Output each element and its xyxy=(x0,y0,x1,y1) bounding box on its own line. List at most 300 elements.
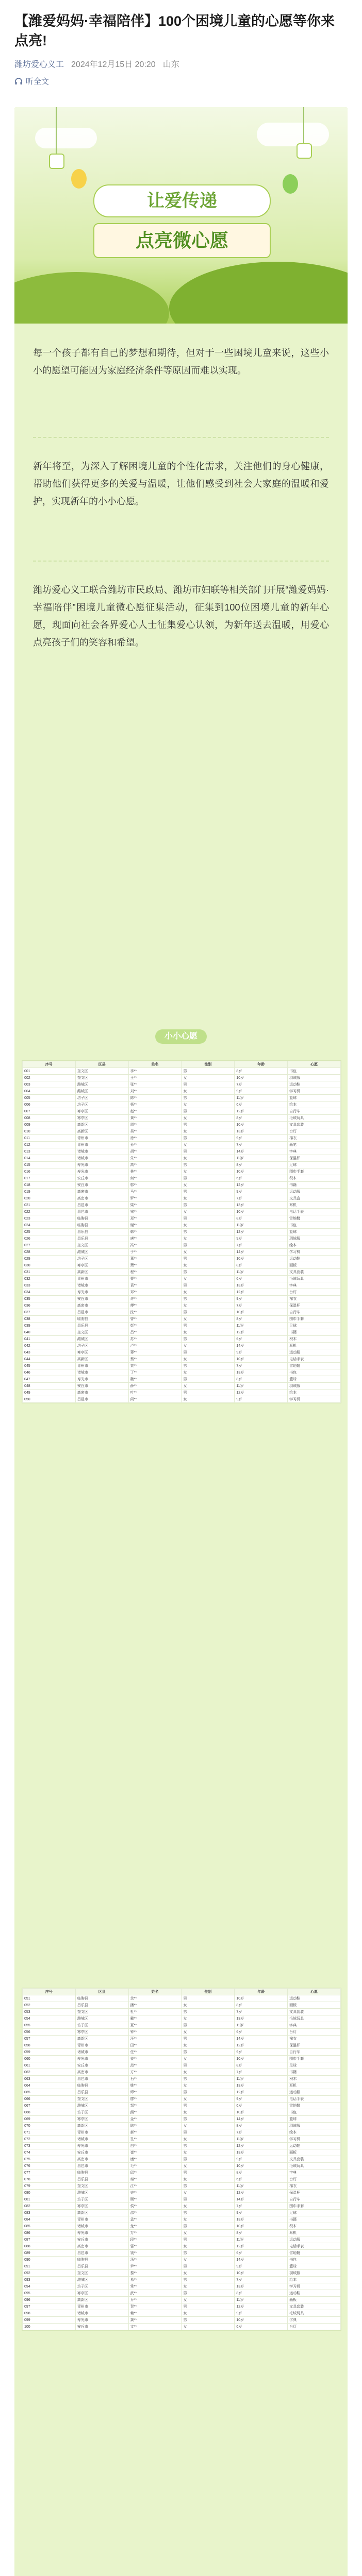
cloud-decoration xyxy=(257,123,329,146)
table-row xyxy=(23,1296,341,1302)
table-cell: 男 xyxy=(182,2062,235,2069)
table-cell: 6岁 xyxy=(235,2250,288,2257)
table-cell: 寒亭区 xyxy=(75,2116,128,2123)
table-cell: 女 xyxy=(182,1289,235,1296)
table-cell: 青州市 xyxy=(75,1276,128,1282)
table-cell: 女 xyxy=(182,2324,235,2330)
table-cell: 寒亭区 xyxy=(75,2029,128,2036)
table-row xyxy=(23,1249,341,1256)
table-row xyxy=(23,1396,341,1403)
table-cell: 086 xyxy=(23,2230,76,2236)
table-cell: 028 xyxy=(23,1249,76,1256)
table-cell: 诸城市 xyxy=(75,2223,128,2230)
table-cell: 7岁 xyxy=(235,1081,288,1088)
table-cell: 寒亭区 xyxy=(75,1108,128,1115)
table-row xyxy=(23,2103,341,2109)
table-cell: 6岁 xyxy=(235,2029,288,2036)
table-cell: 021 xyxy=(23,1202,76,1209)
table-cell: 高新区 xyxy=(75,2297,128,2303)
table-cell: 010 xyxy=(23,1128,76,1135)
table-cell: 戴** xyxy=(128,2015,182,2022)
table-cell: 女 xyxy=(182,1195,235,1202)
table-cell: 13岁 xyxy=(235,2283,288,2290)
table-cell: 自行车 xyxy=(288,2196,341,2203)
table-cell: 潘** xyxy=(128,2002,182,2009)
table-cell: 羽绒服 xyxy=(288,1383,341,1389)
table-row xyxy=(23,2076,341,2082)
table-row xyxy=(23,1122,341,1128)
table-cell: 石** xyxy=(128,2076,182,2082)
table-cell: 11岁 xyxy=(235,1323,288,1329)
table-cell: 诸城市 xyxy=(75,2136,128,2143)
table-cell: 金** xyxy=(128,2116,182,2123)
table-row xyxy=(23,2056,341,2062)
table-cell: 男 xyxy=(182,2103,235,2109)
table-row xyxy=(23,2324,341,2330)
table-cell: 女 xyxy=(182,1329,235,1336)
table-cell: 诸城市 xyxy=(75,1148,128,1155)
table-cell: 男 xyxy=(182,2210,235,2216)
table-cell: 084 xyxy=(23,2216,76,2223)
table-row xyxy=(23,2317,341,2324)
table-cell: 彭** xyxy=(128,1323,182,1329)
table-cell: 围巾手套 xyxy=(288,2203,341,2210)
table-cell: 运动鞋 xyxy=(288,2290,341,2297)
table-cell: 女 xyxy=(182,2230,235,2236)
table-cell: 电话手表 xyxy=(288,2096,341,2103)
table-cell: 038 xyxy=(23,1316,76,1323)
table-cell: 女 xyxy=(182,2243,235,2250)
table-cell: 足球 xyxy=(288,2210,341,2216)
table-cell: 高新区 xyxy=(75,1128,128,1135)
table-cell: 036 xyxy=(23,1302,76,1309)
table-cell: 10岁 xyxy=(235,2317,288,2324)
table-row xyxy=(23,2230,341,2236)
table-cell: 孔** xyxy=(128,2136,182,2143)
table-row xyxy=(23,2170,341,2176)
table-cell: 昌邑市 xyxy=(75,2163,128,2170)
table-body xyxy=(23,1068,341,1403)
table-cell: 014 xyxy=(23,1155,76,1162)
table-cell: 电话手表 xyxy=(288,1209,341,1215)
table-cell: 9岁 xyxy=(235,2156,288,2163)
table-cell: 女 xyxy=(182,1142,235,1148)
table-cell: 031 xyxy=(23,1269,76,1276)
table-cell: 男 xyxy=(182,2290,235,2297)
table-cell: 女 xyxy=(182,2283,235,2290)
table-cell: 潍城区 xyxy=(75,2277,128,2283)
table-cell: 寿光市 xyxy=(75,2143,128,2149)
table-row xyxy=(23,1356,341,1363)
table-row xyxy=(23,1276,341,1282)
table-cell: 范** xyxy=(128,2062,182,2069)
table-cell: 女 xyxy=(182,1075,235,1081)
table-cell: 青州市 xyxy=(75,2042,128,2049)
table-cell: 字典 xyxy=(288,2317,341,2324)
table-cell: 女 xyxy=(182,1262,235,1269)
table-cell: 台灯 xyxy=(288,1128,341,1135)
balloon-decoration xyxy=(71,169,87,189)
table-row xyxy=(23,2263,341,2270)
table-cell: 高** xyxy=(128,1162,182,1168)
table-row xyxy=(23,1175,341,1182)
table-cell: 008 xyxy=(23,1115,76,1122)
table-cell: 刘** xyxy=(128,1088,182,1095)
table-cell: 邱** xyxy=(128,2170,182,2176)
table-cell: 黎** xyxy=(128,2270,182,2277)
table-cell: 学习机 xyxy=(288,2283,341,2290)
table-cell: 奎文区 xyxy=(75,1242,128,1249)
table-cell: 女 xyxy=(182,2109,235,2116)
table-cell: 奎文区 xyxy=(75,2096,128,2103)
table-cell: 安丘市 xyxy=(75,2149,128,2156)
table-cell: 10岁 xyxy=(235,2109,288,2116)
table-cell: 韩** xyxy=(128,1229,182,1235)
table-cell: 高密市 xyxy=(75,1389,128,1396)
table-cell: 039 xyxy=(23,1323,76,1329)
table-cell: 潍城区 xyxy=(75,1249,128,1256)
table-cell: 069 xyxy=(23,2116,76,2123)
table-row xyxy=(23,1282,341,1289)
hero-title: 让爱传递 xyxy=(93,184,271,217)
table-cell: 篮球 xyxy=(288,2116,341,2123)
table-cell: 吴** xyxy=(128,1128,182,1135)
table-cell: 临朐县 xyxy=(75,1222,128,1229)
table-cell: 男 xyxy=(182,2156,235,2163)
table-row xyxy=(23,2036,341,2042)
listen-button[interactable] xyxy=(14,76,348,87)
table-cell: 12岁 xyxy=(235,2243,288,2250)
table-cell: 11岁 xyxy=(235,2136,288,2143)
table-row xyxy=(23,1202,341,1209)
table-cell: 6岁 xyxy=(235,1276,288,1282)
table-cell: 书籍 xyxy=(288,1329,341,1336)
table-cell: 台灯 xyxy=(288,2029,341,2036)
table-cell: 运动鞋 xyxy=(288,1081,341,1088)
table-row xyxy=(23,2257,341,2263)
table-row xyxy=(23,1155,341,1162)
table-cell: 14岁 xyxy=(235,1249,288,1256)
table-cell: 073 xyxy=(23,2143,76,2149)
table-cell: 保温杯 xyxy=(288,1155,341,1162)
table-cell: 羽绒服 xyxy=(288,2270,341,2277)
table-cell: 女 xyxy=(182,1101,235,1108)
table-cell: 潍城区 xyxy=(75,1336,128,1343)
table-cell: 7岁 xyxy=(235,1142,288,1148)
table-cell: 12岁 xyxy=(235,2089,288,2096)
table-cell: 女 xyxy=(182,1396,235,1403)
table-cell: 10岁 xyxy=(235,1256,288,1262)
table-row xyxy=(23,1135,341,1142)
table-row xyxy=(23,1068,341,1075)
table-cell: 临朐县 xyxy=(75,1215,128,1222)
table-cell: 女 xyxy=(182,1356,235,1363)
table-cell: 毛绒玩具 xyxy=(288,2015,341,2022)
table-row xyxy=(23,1075,341,1081)
table-cell: 寿光市 xyxy=(75,2056,128,2062)
table-cell: 男 xyxy=(182,2250,235,2257)
table-cell: 女 xyxy=(182,2163,235,2170)
table-cell: 高密市 xyxy=(75,2243,128,2250)
table-cell: 男 xyxy=(182,1242,235,1249)
table-cell: 095 xyxy=(23,2290,76,2297)
table-cell: 091 xyxy=(23,2263,76,2270)
table-row xyxy=(23,2243,341,2250)
wishes-tag: 小小心愿 xyxy=(155,1029,207,1044)
table-row xyxy=(23,2277,341,2283)
table-cell: 13岁 xyxy=(235,2015,288,2022)
intro-section xyxy=(14,344,348,379)
table-cell: 蔡** xyxy=(128,1356,182,1363)
table-cell: 11岁 xyxy=(235,2022,288,2029)
table-row xyxy=(23,1323,341,1329)
table-cell: 040 xyxy=(23,1329,76,1336)
table-cell: 10岁 xyxy=(235,1995,288,2002)
hanging-string xyxy=(56,107,57,154)
table-row xyxy=(23,2196,341,2203)
table-cell: 13岁 xyxy=(235,1128,288,1135)
table-row xyxy=(23,2176,341,2183)
table-cell: 积木 xyxy=(288,1336,341,1343)
table-cell: 9岁 xyxy=(235,1235,288,1242)
table-cell: 围巾手套 xyxy=(288,1168,341,1175)
table-row xyxy=(23,2123,341,2129)
table-cell: 沈** xyxy=(128,1309,182,1316)
table-cell: 男 xyxy=(182,1135,235,1142)
table-cell: 12岁 xyxy=(235,2303,288,2310)
table-cell: 075 xyxy=(23,2156,76,2163)
table-row xyxy=(23,2156,341,2163)
table-row xyxy=(23,2283,341,2290)
table-cell: 女 xyxy=(182,2123,235,2129)
hanging-ornament xyxy=(49,154,64,169)
table-cell: 006 xyxy=(23,1101,76,1108)
table-cell: 学习机 xyxy=(288,1088,341,1095)
table-cell: 贺** xyxy=(128,2303,182,2310)
table-cell: 昌乐县 xyxy=(75,1323,128,1329)
table-cell: 曾** xyxy=(128,1316,182,1323)
intro-paragraph-1: 每一个孩子都有自己的梦想和期待，但对于一些困境儿童来说，这些小小的愿望可能因为家庭经济条件等原因而难以实现。 xyxy=(33,348,329,376)
table-row xyxy=(23,2002,341,2009)
table-cell: 女 xyxy=(182,1316,235,1323)
table-cell: 男 xyxy=(182,2277,235,2283)
table-cell: 乔** xyxy=(128,2297,182,2303)
table-cell: 12岁 xyxy=(235,2143,288,2149)
table-cell: 文具盒 xyxy=(288,1195,341,1202)
table-cell: 男 xyxy=(182,2049,235,2056)
table-cell: 冯** xyxy=(128,1242,182,1249)
table-cell: 068 xyxy=(23,2109,76,2116)
table-cell: 运动服 xyxy=(288,1349,341,1356)
table-row xyxy=(23,2015,341,2022)
table-cell: 男 xyxy=(182,2223,235,2230)
table-row xyxy=(23,1336,341,1343)
table-cell: 10岁 xyxy=(235,1209,288,1215)
table-cell: 龚** xyxy=(128,2317,182,2324)
table-row xyxy=(23,1302,341,1309)
table-header-cell: 性别 xyxy=(182,1061,235,1068)
table-header-cell: 年龄 xyxy=(235,1989,288,1995)
hero-banner xyxy=(14,107,348,324)
table-cell: 高密市 xyxy=(75,2069,128,2076)
table-cell: 陈** xyxy=(128,1095,182,1101)
table-cell: 潍城区 xyxy=(75,2015,128,2022)
table-cell: 奎文区 xyxy=(75,1068,128,1075)
table-cell: 096 xyxy=(23,2297,76,2303)
table-cell: 男 xyxy=(182,1376,235,1383)
table-cell: 邹** xyxy=(128,2103,182,2109)
table-cell: 男 xyxy=(182,2143,235,2149)
table-row xyxy=(23,2129,341,2136)
table-row xyxy=(23,1229,341,1235)
table-cell: 085 xyxy=(23,2223,76,2230)
table-cell: 羽绒服 xyxy=(288,1075,341,1081)
table-cell: 寒亭区 xyxy=(75,1115,128,1122)
table-cell: 025 xyxy=(23,1229,76,1235)
table-cell: 字典 xyxy=(288,2022,341,2029)
table-cell: 寒亭区 xyxy=(75,1349,128,1356)
table-cell: 运动服 xyxy=(288,2089,341,2096)
table-cell: 7岁 xyxy=(235,2009,288,2015)
table-cell: 画笔 xyxy=(288,1142,341,1148)
table-cell: 耳机 xyxy=(288,2082,341,2089)
table-cell: 027 xyxy=(23,1242,76,1249)
table-cell: 女 xyxy=(182,2029,235,2036)
table-cell: 萧** xyxy=(128,1262,182,1269)
table-cell: 李** xyxy=(128,1068,182,1075)
table-row xyxy=(23,1316,341,1323)
table-row xyxy=(23,2270,341,2277)
table-cell: 寿光市 xyxy=(75,1168,128,1175)
table-cell: 023 xyxy=(23,1215,76,1222)
table-cell: 女 xyxy=(182,1182,235,1189)
table-cell: 昌邑市 xyxy=(75,1209,128,1215)
table-cell: 安丘市 xyxy=(75,2324,128,2330)
table-cell: 女 xyxy=(182,1222,235,1229)
table-cell: 蒋** xyxy=(128,1349,182,1356)
table-cell: 高密市 xyxy=(75,1189,128,1195)
table-cell: 田** xyxy=(128,2042,182,2049)
table-cell: 10岁 xyxy=(235,1356,288,1363)
table-cell: 史** xyxy=(128,2190,182,2196)
table-cell: 女 xyxy=(182,2310,235,2317)
table-cell: 男 xyxy=(182,2022,235,2029)
table-cell: 7岁 xyxy=(235,2069,288,2076)
table-cell: 棉衣 xyxy=(288,1135,341,1142)
table-cell: 6岁 xyxy=(235,2176,288,2183)
table-row xyxy=(23,1209,341,1215)
table-row xyxy=(23,2210,341,2216)
table-cell: 098 xyxy=(23,2310,76,2317)
table-cell: 昌乐县 xyxy=(75,2176,128,2183)
table-cell: 画板 xyxy=(288,2149,341,2156)
table-row xyxy=(23,2310,341,2317)
table-cell: 学习机 xyxy=(288,1396,341,1403)
table-cell: 高密市 xyxy=(75,1195,128,1202)
table-cell: 丁** xyxy=(128,1369,182,1376)
table-cell: 019 xyxy=(23,1189,76,1195)
table-row xyxy=(23,1182,341,1189)
table-cell: 064 xyxy=(23,2082,76,2089)
table-cell: 毛绒玩具 xyxy=(288,1276,341,1282)
table-cell: 女 xyxy=(182,1249,235,1256)
table-row xyxy=(23,2143,341,2149)
table-cell: 078 xyxy=(23,2176,76,2183)
table-cell: 围巾手套 xyxy=(288,1316,341,1323)
table-cell: 男 xyxy=(182,2183,235,2190)
table-cell: 姜** xyxy=(128,2056,182,2062)
table-cell: 书包 xyxy=(288,2109,341,2116)
table-cell: 女 xyxy=(182,1276,235,1282)
table-cell: 13岁 xyxy=(235,2082,288,2089)
table-cell: 6岁 xyxy=(235,1101,288,1108)
table-cell: 文具套装 xyxy=(288,2009,341,2015)
table-cell: 坊子区 xyxy=(75,1256,128,1262)
article-meta xyxy=(14,58,348,70)
table-row xyxy=(23,1349,341,1356)
table-cell: 孟** xyxy=(128,2216,182,2223)
table-cell: 雪地靴 xyxy=(288,1363,341,1369)
table-cell: 昌乐县 xyxy=(75,2002,128,2009)
table-cell: 017 xyxy=(23,1175,76,1182)
table-cell: 8岁 xyxy=(235,1376,288,1383)
table-cell: 男 xyxy=(182,1282,235,1289)
table-cell: 9岁 xyxy=(235,2310,288,2317)
table-cell: 毛绒玩具 xyxy=(288,2163,341,2170)
table-header-cell: 心愿 xyxy=(288,1061,341,1068)
article-body xyxy=(14,107,348,2576)
table-cell: 男 xyxy=(182,1323,235,1329)
table-row xyxy=(23,1101,341,1108)
table-row xyxy=(23,1389,341,1396)
table-cell: 054 xyxy=(23,2015,76,2022)
table-cell: 赖** xyxy=(128,2310,182,2317)
table-cell: 傅** xyxy=(128,1302,182,1309)
table-cell: 阎** xyxy=(128,1396,182,1403)
table-cell: 昌邑市 xyxy=(75,1202,128,1209)
table-cell: 昌乐县 xyxy=(75,1229,128,1235)
table-cell: 12岁 xyxy=(235,1182,288,1189)
table-cell: 045 xyxy=(23,1363,76,1369)
table-cell: 089 xyxy=(23,2250,76,2257)
table-row xyxy=(23,1142,341,1148)
table-cell: 钱** xyxy=(128,2250,182,2257)
table-row xyxy=(23,1215,341,1222)
table-cell: 临朐县 xyxy=(75,1316,128,1323)
table-cell: 9岁 xyxy=(235,1088,288,1095)
table-cell: 070 xyxy=(23,2123,76,2129)
table-cell: 寿光市 xyxy=(75,2317,128,2324)
table-cell: 071 xyxy=(23,2129,76,2136)
table-header-cell: 序号 xyxy=(23,1989,76,1995)
table-row xyxy=(23,1081,341,1088)
table-cell: 8岁 xyxy=(235,2123,288,2129)
table-cell: 棉衣 xyxy=(288,2036,341,2042)
table-cell: 8岁 xyxy=(235,1115,288,1122)
table-cell: 罗** xyxy=(128,1195,182,1202)
table-cell: 男 xyxy=(182,1068,235,1075)
table-cell: 女 xyxy=(182,1343,235,1349)
table-cell: 11岁 xyxy=(235,1155,288,1162)
intro-paragraph-2: 新年将至，为深入了解困境儿童的个性化需求，关注他们的身心健康，帮助他们获得更多的关爱与温暖，让他们感受到社会大家庭的温暖和爱护，实现新年的小小心愿。 xyxy=(33,461,329,506)
table-cell: 男 xyxy=(182,2076,235,2082)
author-link[interactable]: 潍坊爱心义工 xyxy=(14,60,64,69)
table-cell: 058 xyxy=(23,2042,76,2049)
table-cell: 11岁 xyxy=(235,1269,288,1276)
table-cell: 10岁 xyxy=(235,2163,288,2170)
table-cell: 雪地靴 xyxy=(288,2103,341,2109)
table-cell: 男 xyxy=(182,1296,235,1302)
